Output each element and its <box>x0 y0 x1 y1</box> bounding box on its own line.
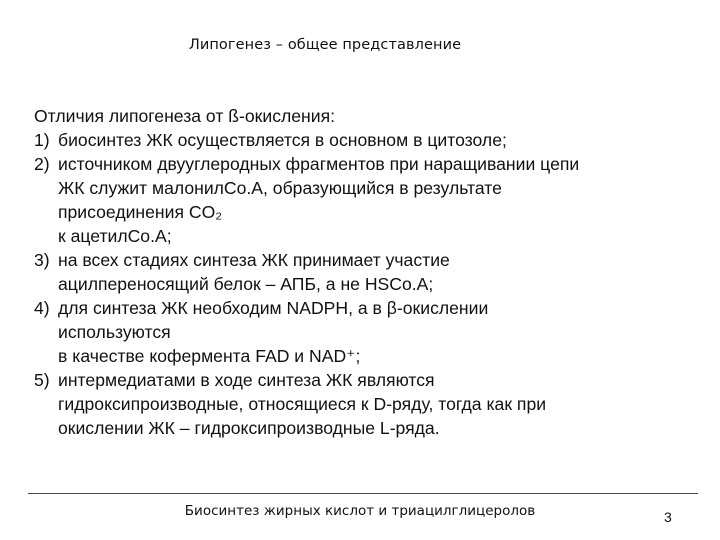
footer-divider <box>28 493 698 494</box>
item-line: гидроксипроизводные, относящиеся к D-ряду, тогда как при <box>58 394 547 414</box>
item-line: ацилпереносящий белок – АПБ, а не HSCo.A; <box>58 274 434 294</box>
list-item <box>34 128 694 152</box>
item-line: используются <box>58 322 171 342</box>
item-line: присоединения CO₂ <box>58 202 223 222</box>
item-line: для синтеза ЖК необходим NADPH, а в β-окислении <box>58 298 489 318</box>
item-number: 2) <box>34 154 50 174</box>
footer-title: Биосинтез жирных кислот и триацилглицеролов <box>184 503 536 519</box>
item-text <box>58 152 694 248</box>
item-text <box>58 368 694 440</box>
page-number: 3 <box>664 509 672 525</box>
slide-body <box>34 104 694 440</box>
list-item <box>34 368 694 440</box>
item-line: источником двууглеродных фрагментов при наращивании цепи <box>58 154 580 174</box>
list-item <box>34 152 694 248</box>
slide-title: Липогенез – общее представление <box>188 37 462 53</box>
item-number: 4) <box>34 298 50 318</box>
list-item <box>34 296 694 368</box>
differences-list <box>34 128 694 440</box>
item-number: 3) <box>34 250 50 270</box>
item-number: 1) <box>34 130 50 150</box>
list-item <box>34 248 694 296</box>
item-line: интермедиатами в ходе синтеза ЖК являются <box>58 370 435 390</box>
item-line: в качестве кофермента FAD и NAD⁺; <box>58 346 361 366</box>
item-line: ЖК служит малонилCo.A, образующийся в результате <box>58 178 502 198</box>
item-line: биосинтез ЖК осуществляется в основном в цитозоле; <box>58 130 507 150</box>
item-line: на всех стадиях синтеза ЖК принимает участие <box>58 250 450 270</box>
item-line: к ацетилCo.A; <box>58 226 172 246</box>
item-text <box>58 128 694 152</box>
item-number: 5) <box>34 370 50 390</box>
list-heading: Отличия липогенеза от ß-окисления: <box>34 106 336 126</box>
item-text <box>58 296 694 368</box>
item-line: окислении ЖК – гидроксипроизводные L-ряда. <box>58 418 440 438</box>
item-text <box>58 248 694 296</box>
